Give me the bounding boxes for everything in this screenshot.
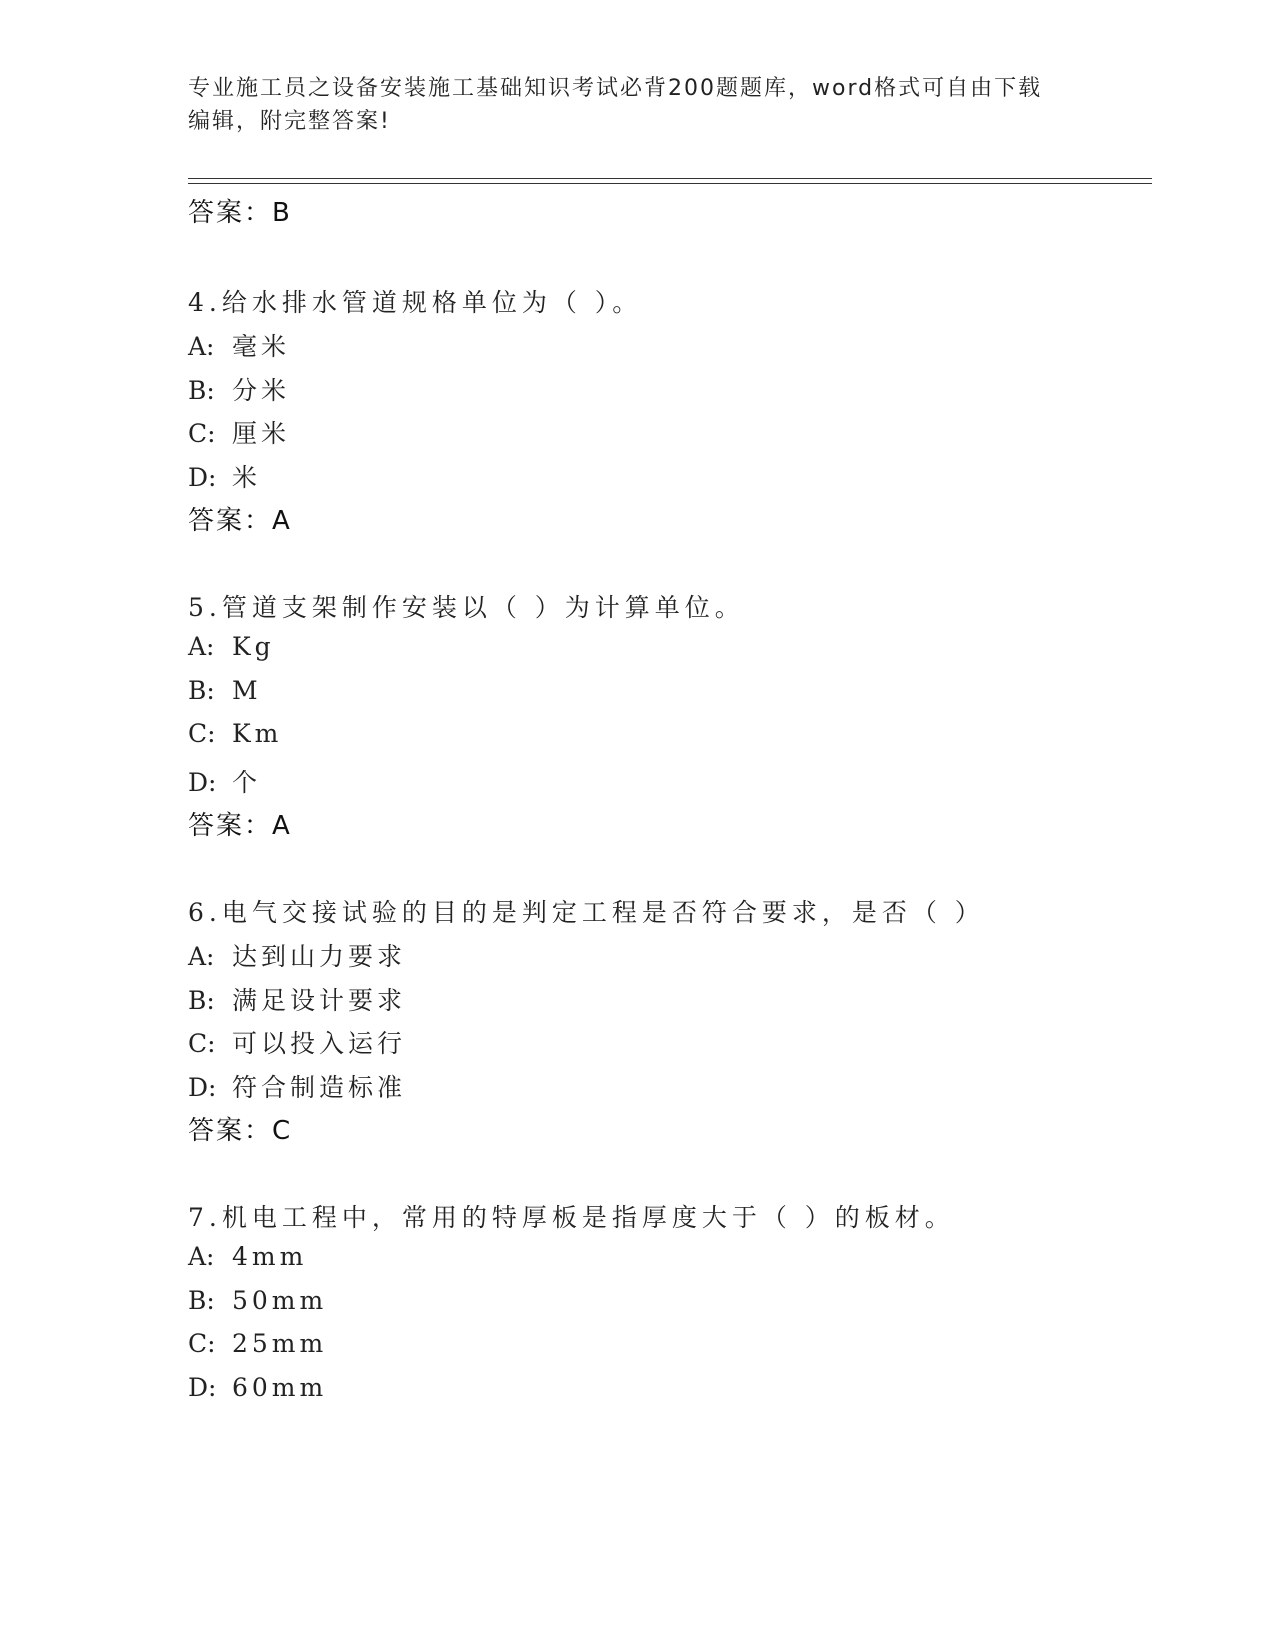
option-key: C: (188, 1029, 216, 1058)
option-key: B: (188, 676, 215, 705)
header-rule-bottom (188, 183, 1152, 184)
question-4-stem: 4.给水排水管道规格单位为（ ）。 (188, 288, 643, 317)
document-header (188, 72, 1088, 138)
option-text: 分米 (232, 376, 291, 405)
option-key: D: (188, 1073, 217, 1102)
option-key: A: (188, 332, 215, 361)
question-5-stem: 5.管道支架制作安装以（ ）为计算单位。 (188, 593, 745, 622)
option-key: A: (188, 632, 215, 661)
option-text: 25mm (232, 1329, 328, 1358)
option-text: 60mm (232, 1373, 328, 1402)
question-5-option-c (188, 719, 282, 748)
option-text: Km (232, 719, 283, 748)
option-key: D: (188, 1373, 217, 1402)
question-5-option-b (188, 676, 262, 705)
question-6-answer: 答案：C (188, 1116, 293, 1146)
header-line-2: 编辑，附完整答案! (188, 109, 391, 134)
question-5-answer: 答案：A (188, 811, 292, 841)
option-key: D: (188, 768, 217, 797)
option-text: 达到山力要求 (232, 942, 407, 971)
header-rule-top (188, 178, 1152, 179)
option-text: 50mm (232, 1286, 328, 1315)
option-key: A: (188, 942, 215, 971)
question-6-stem: 6.电气交接试验的目的是判定工程是否符合要求，是否（ ） (188, 898, 985, 927)
option-key: C: (188, 719, 216, 748)
option-text: 符合制造标准 (232, 1073, 407, 1102)
question-5-option-a (188, 632, 275, 661)
option-key: B: (188, 1286, 215, 1315)
question-4-option-a (188, 327, 290, 363)
question-4-option-d (188, 458, 261, 494)
question-4-answer: 答案：A (188, 506, 292, 536)
option-text: 厘米 (232, 419, 291, 448)
question-4-option-b (188, 371, 290, 407)
option-text: 4mm (232, 1242, 308, 1271)
option-key: B: (188, 986, 215, 1015)
question-6-option-b (188, 981, 406, 1017)
question-6-option-a (188, 937, 406, 973)
question-7-option-b (188, 1286, 327, 1315)
question-5-option-d (188, 763, 261, 799)
question-7-option-c (188, 1329, 327, 1358)
option-key: C: (188, 1329, 216, 1358)
question-6-option-d (188, 1068, 406, 1104)
header-line-1: 专业施工员之设备安装施工基础知识考试必背200题题库，word格式可自由下载 (188, 76, 1043, 101)
question-7-option-d (188, 1373, 327, 1402)
question-7-stem: 7.机电工程中，常用的特厚板是指厚度大于（ ）的板材。 (188, 1203, 955, 1232)
option-key: B: (188, 376, 215, 405)
option-text: Kg (232, 632, 275, 661)
option-key: D: (188, 463, 217, 492)
option-text: M (232, 676, 262, 705)
option-text: 可以投入运行 (232, 1029, 407, 1058)
question-6-option-c (188, 1024, 406, 1060)
option-key: C: (188, 419, 216, 448)
option-text: 个 (232, 768, 262, 797)
question-7-option-a (188, 1242, 307, 1271)
option-text: 毫米 (232, 332, 291, 361)
option-key: A: (188, 1242, 215, 1271)
option-text: 米 (232, 463, 262, 492)
question-4-option-c (188, 414, 290, 450)
option-text: 满足设计要求 (232, 986, 407, 1015)
answer-previous: 答案：B (188, 198, 292, 228)
